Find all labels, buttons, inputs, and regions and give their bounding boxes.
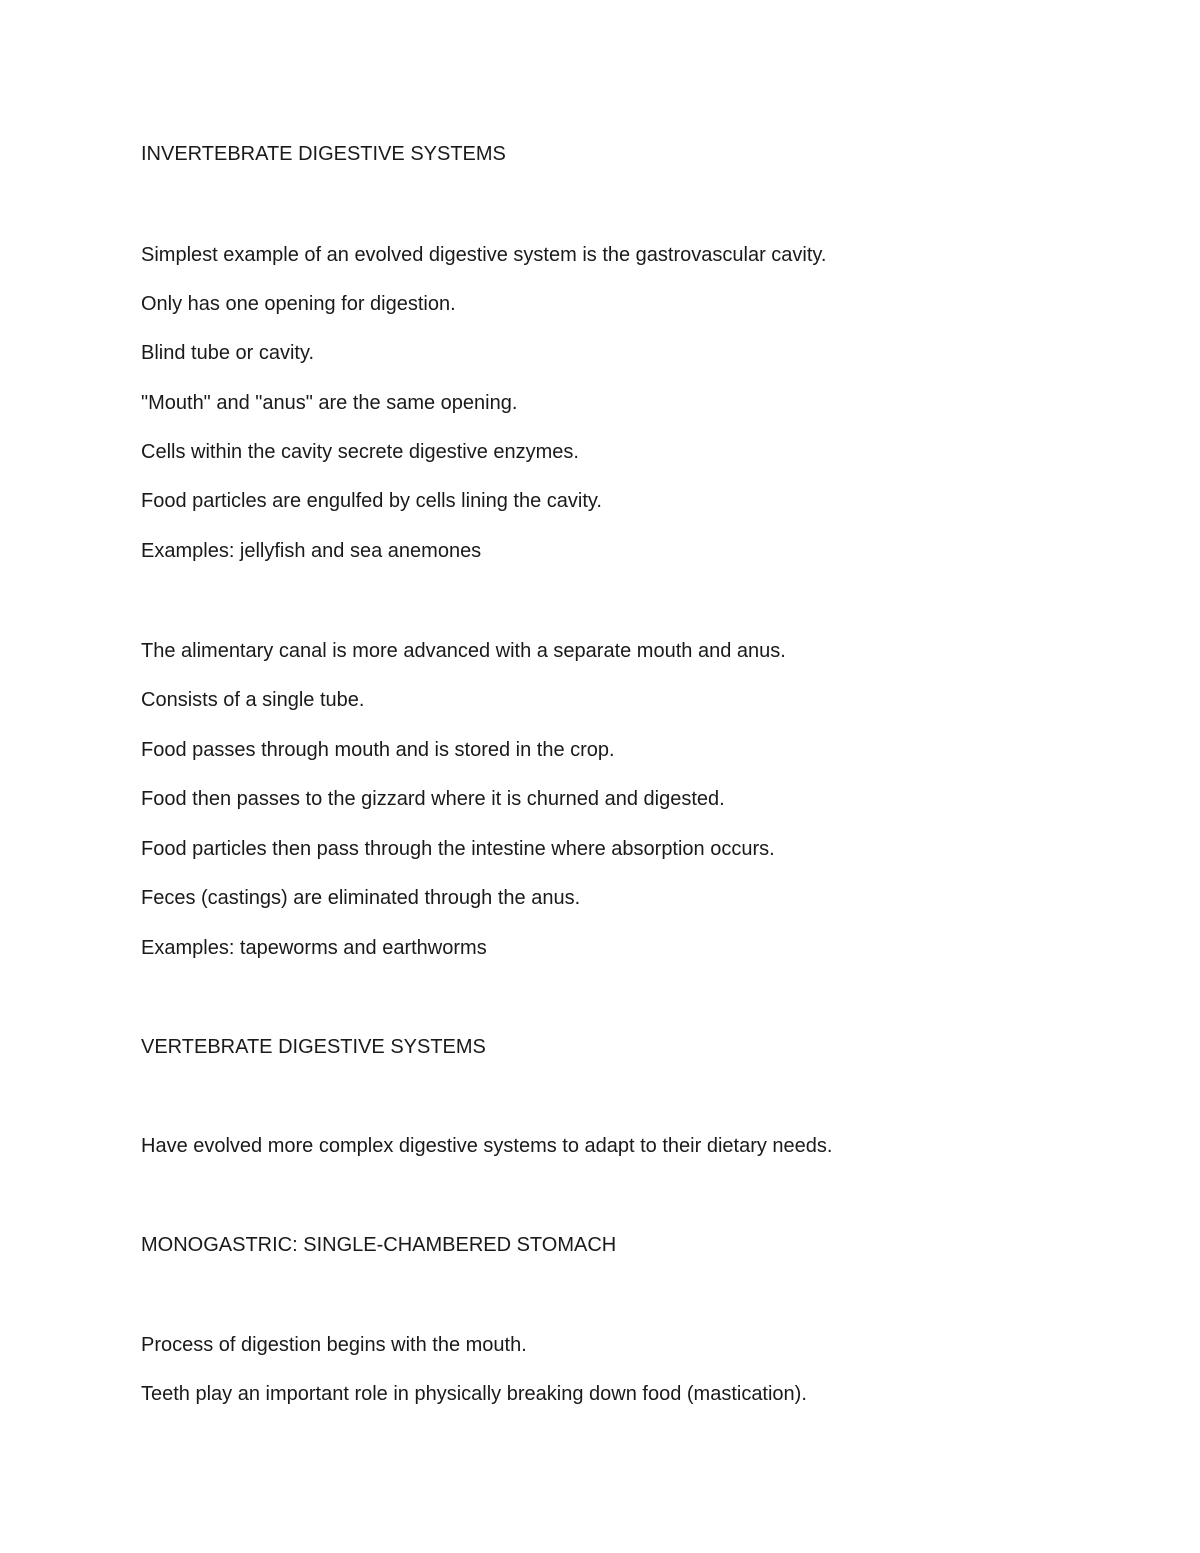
body-line: Consists of a single tube. — [141, 689, 365, 711]
body-line: Examples: tapeworms and earthworms — [141, 937, 487, 959]
body-line: Feces (castings) are eliminated through the anus. — [141, 887, 581, 909]
body-line: Food passes through mouth and is stored in the crop. — [141, 739, 615, 761]
body-line: Teeth play an important role in physically breaking down food (mastication). — [141, 1383, 807, 1405]
body-line: Process of digestion begins with the mouth. — [141, 1334, 527, 1356]
body-line: Food particles are engulfed by cells lining the cavity. — [141, 490, 602, 512]
body-line: Food then passes to the gizzard where it is churned and digested. — [141, 788, 725, 810]
body-line: Only has one opening for digestion. — [141, 293, 456, 315]
body-line: "Mouth" and "anus" are the same opening. — [141, 392, 518, 414]
body-line: Examples: jellyfish and sea anemones — [141, 540, 482, 562]
section-heading: MONOGASTRIC: SINGLE-CHAMBERED STOMACH — [141, 1234, 617, 1256]
body-line: The alimentary canal is more advanced with a separate mouth and anus. — [141, 640, 786, 662]
body-line: Food particles then pass through the intestine where absorption occurs. — [141, 838, 775, 860]
body-line: Simplest example of an evolved digestive system is the gastrovascular cavity. — [141, 244, 827, 266]
section-heading: INVERTEBRATE DIGESTIVE SYSTEMS — [141, 143, 506, 165]
body-line: Blind tube or cavity. — [141, 342, 315, 364]
section-heading: VERTEBRATE DIGESTIVE SYSTEMS — [141, 1036, 486, 1058]
body-line: Have evolved more complex digestive systems to adapt to their dietary needs. — [141, 1135, 833, 1157]
body-line: Cells within the cavity secrete digestive enzymes. — [141, 441, 579, 463]
